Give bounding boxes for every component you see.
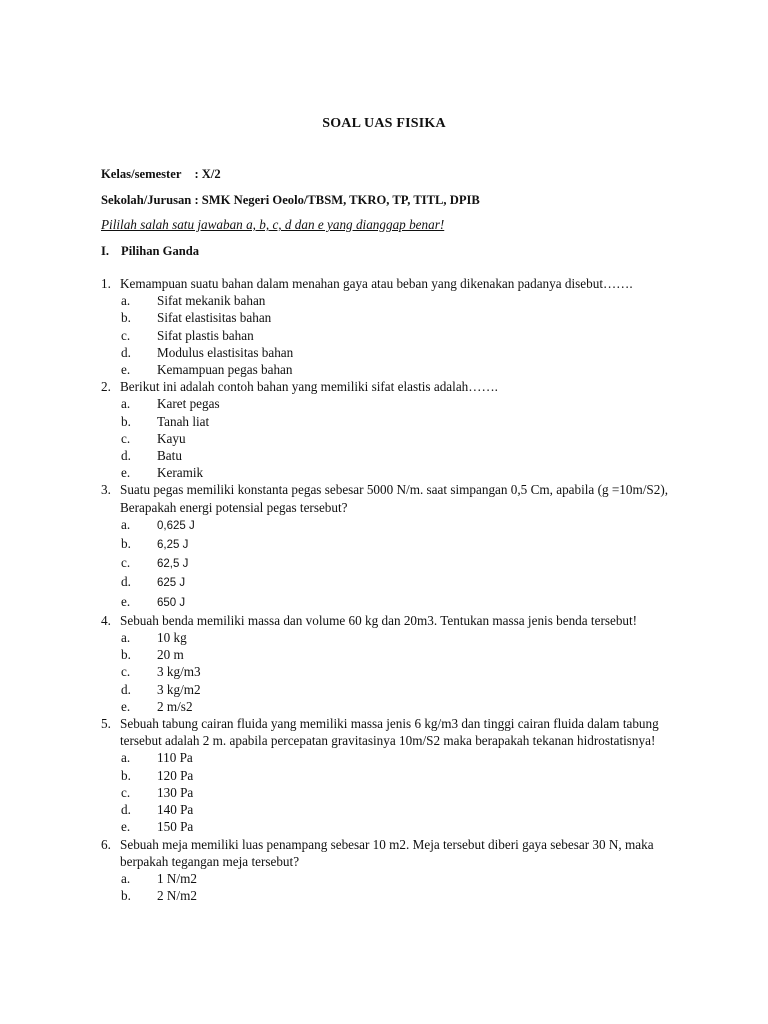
question-list xyxy=(101,275,691,904)
option-letter: b. xyxy=(121,888,131,904)
question-number: 5. xyxy=(101,716,111,732)
option-letter: d. xyxy=(121,344,131,360)
answer-option xyxy=(101,554,691,573)
class-semester-line xyxy=(101,167,221,182)
section-heading xyxy=(101,244,199,259)
answer-option xyxy=(101,413,691,430)
option-letter: c. xyxy=(121,430,131,446)
answer-option xyxy=(101,870,691,887)
option-letter: e. xyxy=(121,698,131,714)
option-letter: b. xyxy=(121,536,131,552)
option-letter: a. xyxy=(121,516,131,532)
question-text: Sebuah meja memiliki luas penampang sebesar 10 m2. Meja tersebut diberi gaya sebesar 30 N, maka berpakah tegangan meja tersebut? xyxy=(120,836,654,869)
answer-option xyxy=(101,447,691,464)
question-text: Sebuah tabung cairan fluida yang memiliki massa jenis 6 kg/m3 dan tinggi cairan fluida dalam tabung tersebut adalah 2 m. apabila percepatan gravitasinya 10m/S2 maka berapakah tekanan hidrostatisnya! xyxy=(120,716,659,749)
answer-option xyxy=(101,516,691,535)
option-text: Keramik xyxy=(157,465,204,481)
option-letter: b. xyxy=(121,647,131,663)
option-text: 3 kg/m2 xyxy=(157,681,201,697)
answer-option xyxy=(101,573,691,592)
answer-option xyxy=(101,464,691,481)
question-text: Berikut ini adalah contoh bahan yang memiliki sifat elastis adalah……. xyxy=(120,379,498,395)
option-letter: e. xyxy=(121,362,131,378)
option-letter: e. xyxy=(121,819,131,835)
option-text: 2 m/s2 xyxy=(157,698,193,714)
option-text: 140 Pa xyxy=(157,802,194,818)
option-text: 2 N/m2 xyxy=(157,888,197,904)
option-text: Kemampuan pegas bahan xyxy=(157,362,293,378)
option-list xyxy=(101,395,691,481)
option-letter: b. xyxy=(121,310,131,326)
option-letter: d. xyxy=(121,681,131,697)
question-number: 6. xyxy=(101,836,111,852)
page-title: SOAL UAS FISIKA xyxy=(322,116,446,131)
option-text: 650 J xyxy=(157,596,186,609)
option-text: 120 Pa xyxy=(157,767,194,783)
option-text: Sifat mekanik bahan xyxy=(157,293,266,309)
option-text: 10 kg xyxy=(157,630,187,646)
option-letter: e. xyxy=(121,465,131,481)
option-text: 62,5 J xyxy=(157,558,189,571)
option-text: Modulus elastisitas bahan xyxy=(157,344,294,360)
answer-option xyxy=(101,309,691,326)
answer-option xyxy=(101,593,691,612)
option-text: 3 kg/m3 xyxy=(157,664,201,680)
option-letter: a. xyxy=(121,396,131,412)
question-item xyxy=(101,275,691,292)
option-text: Karet pegas xyxy=(157,396,220,412)
answer-option xyxy=(101,292,691,309)
option-letter: b. xyxy=(121,767,131,783)
option-letter: a. xyxy=(121,750,131,766)
answer-option xyxy=(101,646,691,663)
class-semester-value: : X/2 xyxy=(194,167,221,181)
section-number: I. xyxy=(101,244,110,258)
answer-option xyxy=(101,818,691,835)
option-list xyxy=(101,516,691,612)
answer-option xyxy=(101,327,691,344)
answer-option xyxy=(101,361,691,378)
question-number: 3. xyxy=(101,482,111,498)
option-text: Batu xyxy=(157,448,182,464)
school-major-line: Sekolah/Jurusan : SMK Negeri Oeolo/TBSM, TKRO, TP, TITL, DPIB xyxy=(101,193,480,207)
option-text: 110 Pa xyxy=(157,750,193,766)
question-text: Sebuah benda memiliki massa dan volume 60 kg dan 20m3. Tentukan massa jenis benda tersebut! xyxy=(120,612,638,628)
question-text: Suatu pegas memiliki konstanta pegas sebesar 5000 N/m. saat simpangan 0,5 Cm, apabila (g =10m/S2), Berapakah energi potensial pegas tersebut? xyxy=(120,482,669,515)
option-text: 6,25 J xyxy=(157,539,189,552)
question-number: 4. xyxy=(101,612,111,628)
option-letter: c. xyxy=(121,784,131,800)
answer-option xyxy=(101,395,691,412)
option-list xyxy=(101,749,691,835)
answer-option xyxy=(101,767,691,784)
option-letter: c. xyxy=(121,555,131,571)
option-letter: b. xyxy=(121,413,131,429)
option-letter: c. xyxy=(121,327,131,343)
answer-option xyxy=(101,430,691,447)
option-text: Kayu xyxy=(157,430,186,446)
option-letter: d. xyxy=(121,448,131,464)
option-text: Tanah liat xyxy=(157,413,210,429)
instruction: Pililah salah satu jawaban a, b, c, d dan e yang dianggap benar! xyxy=(101,217,445,232)
answer-option xyxy=(101,681,691,698)
answer-option xyxy=(101,698,691,715)
answer-option xyxy=(101,629,691,646)
option-text: Sifat plastis bahan xyxy=(157,327,254,343)
question-text: Kemampuan suatu bahan dalam menahan gaya atau beban yang dikenakan padanya disebut……. xyxy=(120,276,633,291)
question-item xyxy=(101,715,691,749)
answer-option xyxy=(101,535,691,554)
option-letter: d. xyxy=(121,802,131,818)
answer-option xyxy=(101,887,691,904)
question-item xyxy=(101,612,691,629)
question-item xyxy=(101,481,691,515)
option-list xyxy=(101,870,691,904)
option-letter: e. xyxy=(121,593,131,609)
question-item xyxy=(101,378,691,395)
option-text: 1 N/m2 xyxy=(157,870,197,886)
option-letter: a. xyxy=(121,293,131,309)
answer-option xyxy=(101,801,691,818)
option-letter: a. xyxy=(121,870,131,886)
answer-option xyxy=(101,344,691,361)
section-label: Pilihan Ganda xyxy=(121,244,200,258)
option-letter: c. xyxy=(121,664,131,680)
question-item xyxy=(101,836,691,870)
option-text: Sifat elastisitas bahan xyxy=(157,310,272,326)
option-list xyxy=(101,629,691,715)
option-text: 150 Pa xyxy=(157,819,194,835)
answer-option xyxy=(101,784,691,801)
option-text: 20 m xyxy=(157,647,184,663)
option-letter: d. xyxy=(121,574,131,590)
option-text: 130 Pa xyxy=(157,784,194,800)
option-text: 0,625 J xyxy=(157,519,195,532)
class-semester-label: Kelas/semester xyxy=(101,167,182,181)
option-text: 625 J xyxy=(157,577,186,590)
question-number: 2. xyxy=(101,379,111,395)
question-number: 1. xyxy=(101,276,111,291)
answer-option xyxy=(101,663,691,680)
option-list xyxy=(101,292,691,378)
option-letter: a. xyxy=(121,630,131,646)
answer-option xyxy=(101,749,691,766)
